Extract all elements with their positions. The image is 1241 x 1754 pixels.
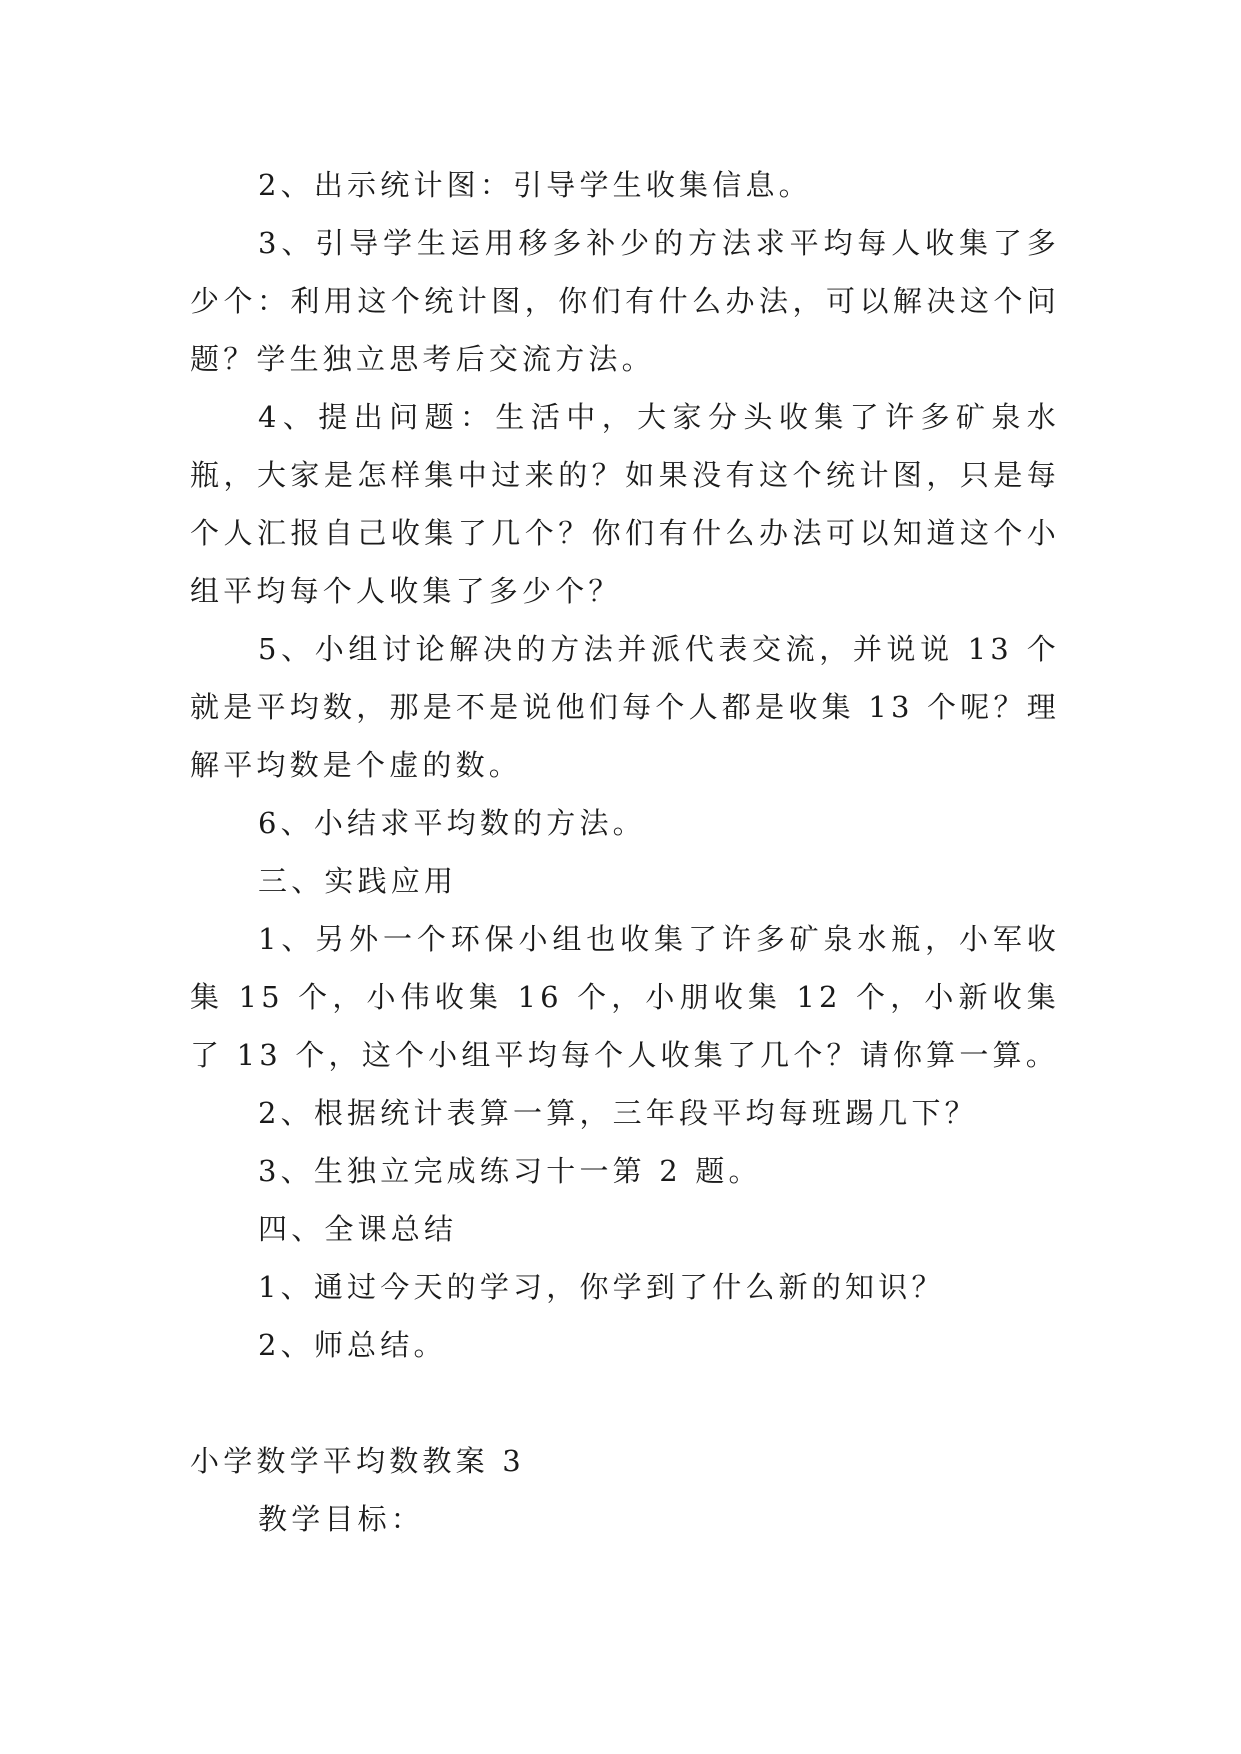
paragraph-summary-2: 2、师总结。 <box>258 1328 447 1362</box>
section-heading-summary: 四、全课总结 <box>258 1212 458 1246</box>
document-section-title: 小学数学平均数教案 3 <box>190 1444 525 1478</box>
section-heading-practice: 三、实践应用 <box>258 864 458 898</box>
document-body <box>190 156 1060 1548</box>
paragraph-step-6: 6、小结求平均数的方法。 <box>258 806 646 840</box>
paragraph-practice-3: 3、生独立完成练习十一第 2 题。 <box>258 1154 762 1188</box>
paragraph-practice-1: 1、另外一个环保小组也收集了许多矿泉水瓶，小军收集 15 个，小伟收集 16 个，小朋收集 12 个，小新收集了 13 个，这个小组平均每个人收集了几个？请你算一算。 <box>190 922 1060 1072</box>
paragraph-step-3: 3、引导学生运用移多补少的方法求平均每人收集了多少个：利用这个统计图，你们有什么办法，可以解决这个问题？学生独立思考后交流方法。 <box>190 226 1060 376</box>
blank-line <box>190 1374 1060 1432</box>
paragraph-practice-2: 2、根据统计表算一算，三年段平均每班踢几下？ <box>258 1096 978 1130</box>
paragraph-step-2: 2、出示统计图：引导学生收集信息。 <box>258 168 812 202</box>
teaching-objectives-heading: 教学目标： <box>258 1502 425 1536</box>
paragraph-step-4: 4、提出问题：生活中，大家分头收集了许多矿泉水瓶，大家是怎样集中过来的？如果没有这个统计图，只是每个人汇报自己收集了几个？你们有什么办法可以知道这个小组平均每个人收集了多少个？ <box>190 400 1060 608</box>
paragraph-summary-1: 1、通过今天的学习，你学到了什么新的知识？ <box>258 1270 945 1304</box>
paragraph-step-5: 5、小组讨论解决的方法并派代表交流，并说说 13 个就是平均数，那是不是说他们每个人都是收集 13 个呢？理解平均数是个虚的数。 <box>190 632 1060 782</box>
